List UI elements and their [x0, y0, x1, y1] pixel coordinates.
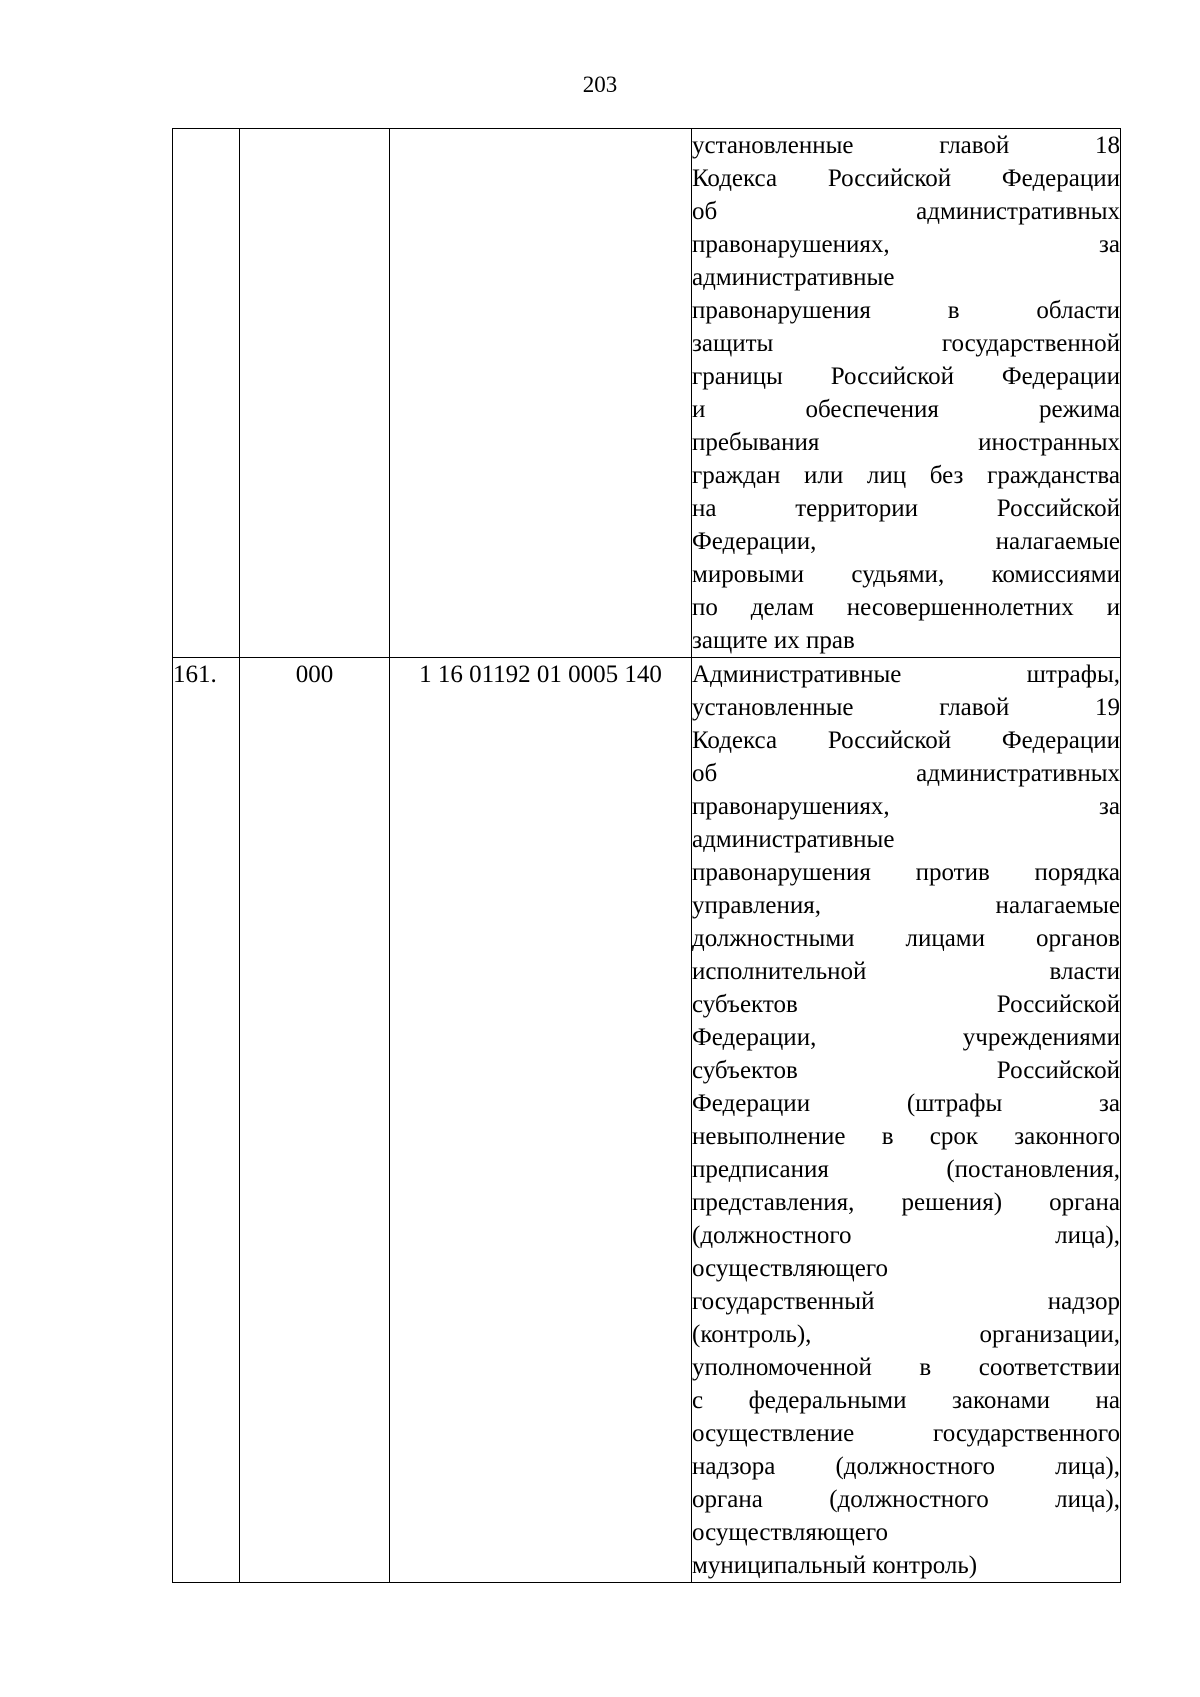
- description-line: Административные штрафы,: [692, 661, 1120, 688]
- description-line: предписания (постановления,: [692, 1156, 1120, 1183]
- description-line: защиты государственной: [692, 330, 1120, 357]
- description-line: Федерации (штрафы за: [692, 1090, 1120, 1117]
- description-line: должностными лицами органов: [692, 925, 1120, 952]
- description-line: об административных: [692, 198, 1120, 225]
- description-line: субъектов Российской: [692, 1057, 1120, 1084]
- kbk-code-cell: [390, 129, 692, 658]
- description-line: (должностного лица),: [692, 1222, 1120, 1249]
- page-number: 203: [582, 72, 618, 97]
- budget-codes-table: [172, 128, 1121, 1583]
- description-line: осуществляющего: [692, 1519, 888, 1546]
- description-line: невыполнение в срок законного: [692, 1123, 1120, 1150]
- description-line: пребывания иностранных: [692, 429, 1120, 456]
- description-line: государственный надзор: [692, 1288, 1120, 1315]
- description-cell: [692, 129, 1121, 658]
- description-line: установленные главой 18: [692, 132, 1120, 159]
- description-line: Федерации, налагаемые: [692, 528, 1120, 555]
- description-line: Кодекса Российской Федерации: [692, 165, 1120, 192]
- description-line: осуществляющего: [692, 1255, 888, 1282]
- description-line: административные: [692, 826, 895, 853]
- description-line: уполномоченной в соответствии: [692, 1354, 1120, 1381]
- description-line: представления, решения) органа: [692, 1189, 1120, 1216]
- description-line: субъектов Российской: [692, 991, 1120, 1018]
- description-line: и обеспечения режима: [692, 396, 1120, 423]
- admin-code-cell: 000: [240, 658, 390, 1583]
- description-line: (контроль), организации,: [692, 1321, 1120, 1348]
- description-line: с федеральными законами на: [692, 1387, 1120, 1414]
- description-line: административные: [692, 264, 895, 291]
- description-line: правонарушениях, за: [692, 231, 1120, 258]
- row-number-cell: [173, 129, 240, 658]
- description-line: мировыми судьями, комиссиями: [692, 561, 1120, 588]
- description-line: надзора (должностного лица),: [692, 1453, 1120, 1480]
- description-line: Федерации, учреждениями: [692, 1024, 1120, 1051]
- description-line: граждан или лиц без гражданства: [692, 462, 1120, 489]
- description-line: по делам несовершеннолетних и: [692, 594, 1120, 621]
- description-line: защите их прав: [692, 627, 855, 654]
- description-line: органа (должностного лица),: [692, 1486, 1120, 1513]
- description-line: исполнительной власти: [692, 958, 1120, 985]
- kbk-code-cell: 1 16 01192 01 0005 140: [390, 658, 692, 1583]
- admin-code-cell: [240, 129, 390, 658]
- description-line: правонарушения против порядка: [692, 859, 1120, 886]
- description-line: управления, налагаемые: [692, 892, 1120, 919]
- row-number-cell: 161.: [173, 658, 240, 1583]
- description-line: правонарушения в области: [692, 297, 1120, 324]
- description-line: Кодекса Российской Федерации: [692, 727, 1120, 754]
- description-line: правонарушениях, за: [692, 793, 1120, 820]
- description-line: на территории Российской: [692, 495, 1120, 522]
- table-row: [173, 129, 1121, 658]
- description-line: установленные главой 19: [692, 694, 1120, 721]
- description-line: границы Российской Федерации: [692, 363, 1120, 390]
- description-line: об административных: [692, 760, 1120, 787]
- description-line: муниципальный контроль): [692, 1552, 978, 1579]
- description-line: осуществление государственного: [692, 1420, 1120, 1447]
- description-cell: [692, 658, 1121, 1583]
- table-row: [173, 658, 1121, 1583]
